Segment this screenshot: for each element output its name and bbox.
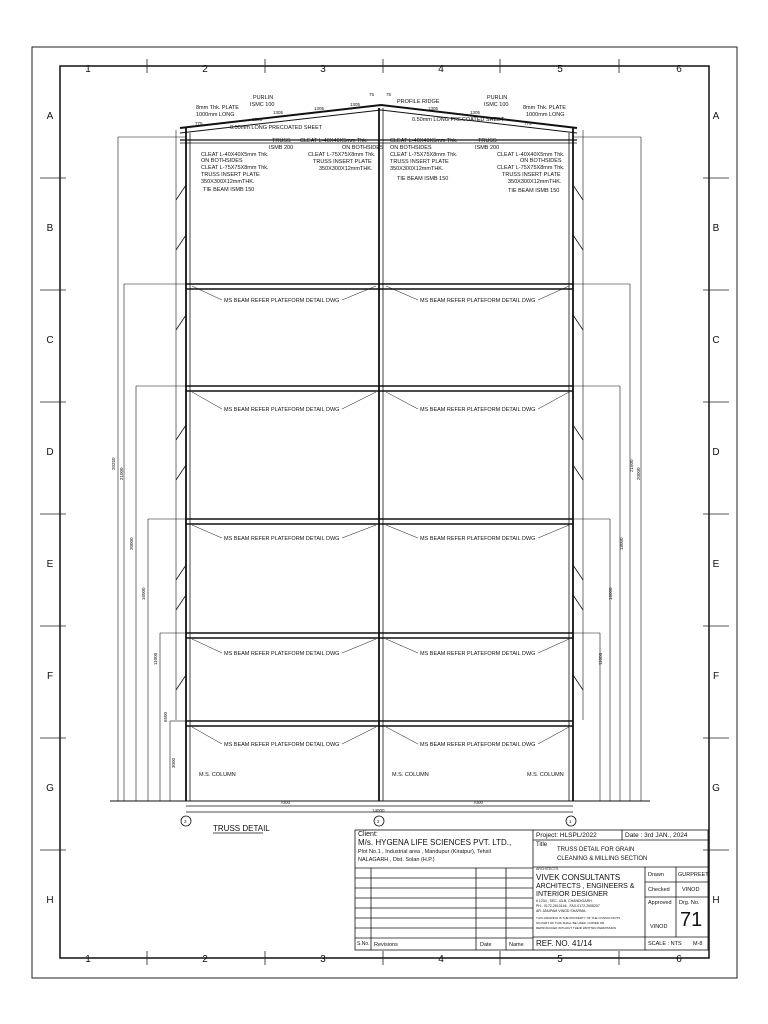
grid-col-label: 3 [320,954,326,965]
drg-no: 71 [680,909,703,931]
cleat-label: ON BOTHSIDES [390,145,432,151]
dimensions [111,457,641,824]
copyright-note: NO PART OF THIS SHALL BE USED, COPIED OR [536,921,605,925]
dim-text: 1305 [350,102,361,107]
scale: SCALE : NTS [648,941,682,947]
truss-label: ISMB 200 [269,145,294,151]
height-dim: 11000 [153,652,158,665]
grid-row-label: B [712,223,720,234]
copyright-note: THIS DRAWING IS THE PROPERTY OF THE CONSULTANTS [536,916,621,920]
height-dim: 16000 [608,587,613,600]
grid-row-label: H [712,895,720,906]
cleat-label: CLEAT L-75X75X8mm Thk. [497,165,565,171]
grid-row-label: E [712,559,720,570]
project-label: Project: HLSPL/2022 [536,832,597,839]
height-dim: 20000 [636,467,641,480]
dim-text: 775 [524,121,532,126]
plate-label: 1000mm LONG [196,112,235,118]
grid-col-label: 4 [438,954,444,965]
copyright-note: REPRODUCED WITHOUT THEIR WRITTEN PERMISSION [536,926,617,930]
cleat-label: CLEAT L-75X75X8mm Thk. [201,165,269,171]
column-label: M.S. COLUMN [527,772,564,778]
client-label: Client: [358,831,378,838]
cleat-label: 350X300X12mmTHK. [319,166,373,172]
grid-row-label: C [46,335,54,346]
grid-row-label: A [46,111,54,122]
height-dim: 16000 [141,587,146,600]
grid-bubble-label: 2 [377,819,380,824]
beam-label: MS BEAM REFER PLATEFORM DETAIL DWG [224,536,340,542]
checked-by: VINOD [682,887,700,893]
grid-col-label: 2 [202,954,208,965]
firm-name: INTERIOR DESIGNER [536,891,608,898]
ridge-label: PROFILE RIDGE [397,99,440,105]
cleat-label: TRUSS INSERT PLATE [313,159,372,165]
beam-label: MS BEAM REFER PLATEFORM DETAIL DWG [420,407,536,413]
cleat-label: 350X300X12mmTHK. [508,179,562,185]
height-dim: 21500 [629,459,634,472]
drawing-subject: TRUSS DETAIL FOR GRAIN [557,847,635,853]
beam-label: MS BEAM REFER PLATEFORM DETAIL DWG [224,298,340,304]
height-dim: 11000 [598,652,603,665]
grid-col-label: 5 [557,954,563,965]
grid-row-label: E [46,559,54,570]
beam-label: MS BEAM REFER PLATEFORM DETAIL DWG [224,407,340,413]
grid-col-label: 2 [202,64,208,75]
beam-label: MS BEAM REFER PLATEFORM DETAIL DWG [420,298,536,304]
purlin-label: PURLIN [253,95,274,101]
cleat-label: CLEAT L-40X40X5mm Thk. [390,138,458,144]
purlin-label: ISMC 100 [484,102,509,108]
revision-name-label: Name [509,942,524,948]
revision-sno-label: S.No. [357,941,370,947]
total-dim: 14000 [372,808,385,813]
grid-bubble-label: 3 [184,819,187,824]
sheet-label: 0.50mm LONG PRECOATED SHEET [230,125,323,131]
cleat-label: TRUSS INSERT PLATE [390,159,449,165]
cleat-label: CLEAT L-40X40X5mm Thk. [201,152,269,158]
height-dim: 18000 [619,537,624,550]
grid-row-label: C [712,335,720,346]
checked-label: Checked [648,887,670,893]
cleat-label: TIE BEAM ISMB 150 [397,176,449,182]
firm-address: PH.- 0172-2610146 , FAX-0172-2608207 [536,904,600,908]
plate-label: 8mm Thk. PLATE [523,105,566,111]
cleat-label: TIE BEAM ISMB 150 [508,188,560,194]
revisions-label: Revisions [374,942,398,948]
grid-row-label: D [46,447,54,458]
grid-bubble-label: 1 [569,819,572,824]
ref-no: REF. NO. 41/14 [536,939,593,948]
cleat-label: ON BOTHSIDES [520,158,562,164]
firm-address: AR. ANUPAM VINOD SHARMA. [536,909,587,913]
cleat-label: CLEAT L-75X75X8mm Thk. [308,152,376,158]
grid-col-label: 6 [676,954,682,965]
cleat-label: 350X300X12mmTHK. [390,166,444,172]
beam-label: MS BEAM REFER PLATEFORM DETAIL DWG [224,742,340,748]
grid-col-label: 4 [438,64,444,75]
grid-row-label: H [46,895,54,906]
purlin-label: PURLIN [487,95,508,101]
sheet-label: 0.50mm LONG PRECOATED SHEET [412,117,505,123]
cleat-label: TRUSS INSERT PLATE [502,172,561,178]
inner-frame [60,66,709,958]
plate-label: 1000mm LONG [526,112,565,118]
truss-label: TRUSS [272,138,291,144]
approved-label: Approved [648,900,672,906]
firm-name: VIVEK CONSULTANTS [536,873,621,882]
bay-dim: 7000 [280,800,291,805]
grid-col-label: 6 [676,64,682,75]
drawing-title: TRUSS DETAIL [213,824,270,833]
truss-label: TRUSS [478,138,497,144]
grid-row-label: G [46,783,54,794]
dim-text: 75 [386,92,392,97]
sheet-code: M-8 [693,941,703,947]
cleat-label: CLEAT L-40X40X5mm Thk. [300,138,368,144]
grid-ticks [40,59,729,965]
dim-text: 1305 [252,117,263,122]
grid-col-label: 5 [557,64,563,75]
date-label: Date : 3rd JAN., 2024 [625,832,688,839]
dim-text: 1305 [314,106,325,111]
architects-label: ARCHITECTS [536,867,559,871]
column-label: M.S. COLUMN [199,772,236,778]
client-address: Plot No.1 , Industrial area , Mandupur (Kiratpur), Tehsil [358,849,491,855]
drawn-by: GURPREET [678,872,709,878]
approved-by: VINOD [650,924,668,930]
beam-label: MS BEAM REFER PLATEFORM DETAIL DWG [420,651,536,657]
cleat-label: TIE BEAM ISMB 150 [203,187,255,193]
dim-text: 1305 [428,106,439,111]
grid-row-label: F [712,671,720,682]
bay-dim: 7000 [473,800,484,805]
cleat-label: TRUSS INSERT PLATE [201,172,260,178]
client-address: NALAGARH , Dist. Solan (H.P.) [358,857,435,863]
drawn-label: Drawn [648,872,664,878]
grid-col-label: 3 [320,64,326,75]
firm-address: # 1234 , SEC. 43-B, CHANDIGARH. [536,899,593,903]
dim-text: 1305 [470,110,481,115]
client-name: M/s. HYGENA LIFE SCIENCES PVT. LTD., [358,838,512,847]
drawing-subject: CLEANING & MILLING SECTION [557,856,648,862]
structure [110,105,650,826]
cleat-label: CLEAT L-75X75X8mm Thk. [390,152,458,158]
cleat-label: 350X300X12mmTHK. [201,179,255,185]
plate-label: 8mm Thk. PLATE [196,105,239,111]
height-dim: 20000 [129,537,134,550]
revision-date-label: Date [480,942,492,948]
cleat-label: CLEAT L-40X40X5mm Thk. [497,152,565,158]
grid-col-label: 1 [85,954,91,965]
beam-label: MS BEAM REFER PLATEFORM DETAIL DWG [420,742,536,748]
purlin-label: ISMC 100 [250,102,275,108]
beam-labels [199,298,564,778]
drg-no-label: Drg. No. [679,900,700,906]
truss-label: ISMB 200 [475,145,500,151]
height-dim: 6500 [163,711,168,722]
column-label: M.S. COLUMN [392,772,429,778]
cleat-label: ON BOTHSIDES [342,145,384,151]
title-label: Title [536,842,548,848]
grid-row-label: D [712,447,720,458]
grid-row-label: G [712,783,720,794]
grid-row-label: A [712,111,720,122]
firm-name: ARCHITECTS , ENGINEERS & [536,883,635,890]
height-dim: 21000 [119,467,124,480]
beam-label: MS BEAM REFER PLATEFORM DETAIL DWG [224,651,340,657]
height-dim: 3000 [171,757,176,768]
cleat-label: ON BOTHSIDES [201,158,243,164]
height-dim: 20250 [111,457,116,470]
dim-text: 775 [195,121,203,126]
dim-text: 1305 [273,110,284,115]
grid-row-label: B [46,223,54,234]
beam-label: MS BEAM REFER PLATEFORM DETAIL DWG [420,536,536,542]
grid-col-label: 1 [85,64,91,75]
dim-text: 75 [369,92,375,97]
grid-row-label: F [46,671,54,682]
